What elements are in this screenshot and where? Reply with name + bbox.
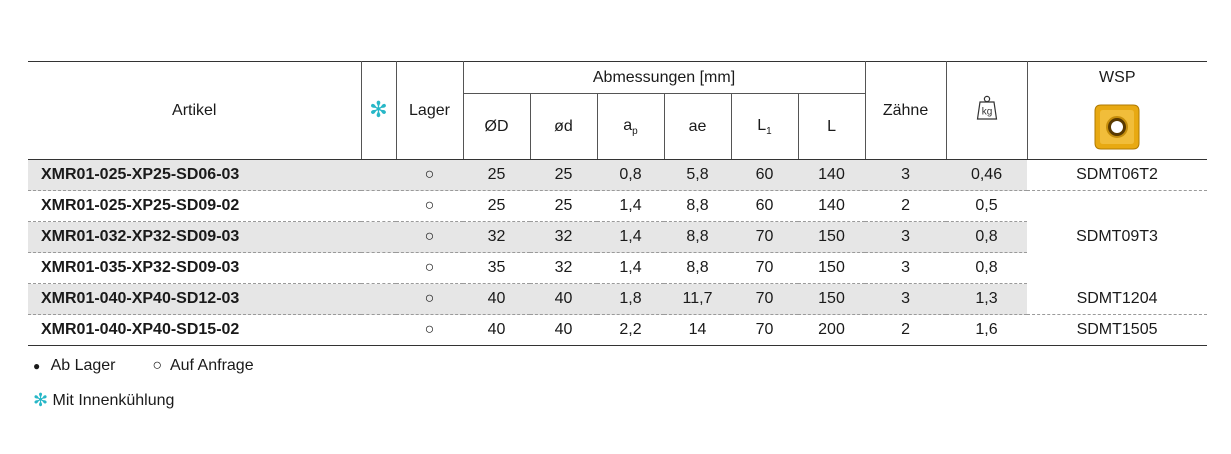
cell-ap: 2,2: [597, 315, 664, 346]
cell-D: 40: [463, 284, 530, 315]
cell-cooling: [361, 253, 396, 284]
cell-d: 25: [530, 160, 597, 191]
cell-l1: 70: [731, 315, 798, 346]
cell-D: 25: [463, 160, 530, 191]
legend-request-label: Auf Anfrage: [169, 357, 254, 374]
weight-icon: [976, 95, 998, 121]
cell-artikel: XMR01-025-XP25-SD06-03: [28, 160, 361, 191]
cell-D: 32: [463, 222, 530, 253]
cell-weight: 1,6: [946, 315, 1027, 346]
legend-availability: [33, 357, 254, 375]
cell-ae: 14: [664, 315, 731, 346]
cell-wsp: SDMT1204: [1027, 284, 1207, 315]
cell-artikel: XMR01-035-XP32-SD09-03: [28, 253, 361, 284]
cell-cooling: [361, 284, 396, 315]
header-zaehne: Zähne: [865, 62, 946, 160]
insert-icon: [1092, 102, 1142, 152]
cell-D: 35: [463, 253, 530, 284]
cell-lager: ○: [396, 191, 463, 222]
cell-ae: 8,8: [664, 253, 731, 284]
table-row: [28, 284, 1207, 315]
header-cooling: [361, 62, 396, 160]
cell-L: 140: [798, 191, 865, 222]
cell-zaehne: 3: [865, 253, 946, 284]
header-lager: Lager: [396, 62, 463, 160]
cell-L: 140: [798, 160, 865, 191]
filled-circle-icon: ●: [33, 359, 41, 373]
cell-l1: 60: [731, 160, 798, 191]
header-dim-ae: ae: [664, 94, 731, 160]
cell-artikel: XMR01-040-XP40-SD15-02: [28, 315, 361, 346]
header-dim-D: ØD: [463, 94, 530, 160]
cell-wsp: SDMT1505: [1027, 315, 1207, 346]
cell-cooling: [361, 191, 396, 222]
cell-weight: 0,8: [946, 253, 1027, 284]
cell-zaehne: 3: [865, 160, 946, 191]
header-weight: [946, 62, 1027, 160]
cell-artikel: XMR01-032-XP32-SD09-03: [28, 222, 361, 253]
empty-circle-icon: ○: [152, 357, 163, 374]
cell-weight: 0,5: [946, 191, 1027, 222]
cell-lager: ○: [396, 284, 463, 315]
cell-weight: 0,8: [946, 222, 1027, 253]
legend-cooling-label: Mit Innenkühlung: [52, 392, 175, 409]
cell-l1: 70: [731, 253, 798, 284]
cell-L: 200: [798, 315, 865, 346]
cell-l1: 70: [731, 222, 798, 253]
cell-D: 25: [463, 191, 530, 222]
header-artikel: Artikel: [28, 62, 361, 160]
weight-icon-label: kg: [981, 106, 992, 118]
cell-weight: 1,3: [946, 284, 1027, 315]
header-wsp: WSP: [1027, 62, 1207, 94]
cell-weight: 0,46: [946, 160, 1027, 191]
cell-ae: 8,8: [664, 222, 731, 253]
cell-l1: 60: [731, 191, 798, 222]
cell-cooling: [361, 222, 396, 253]
cell-cooling: [361, 160, 396, 191]
header-dim-d: ød: [530, 94, 597, 160]
cell-artikel: XMR01-040-XP40-SD12-03: [28, 284, 361, 315]
cell-ap: 1,4: [597, 222, 664, 253]
table-row: [28, 315, 1207, 346]
cell-d: 32: [530, 222, 597, 253]
cell-zaehne: 3: [865, 222, 946, 253]
table-row: [28, 191, 1207, 222]
cell-zaehne: 3: [865, 284, 946, 315]
header-dim-L: L: [798, 94, 865, 160]
cell-L: 150: [798, 284, 865, 315]
cell-ap: 1,8: [597, 284, 664, 315]
cell-artikel: XMR01-025-XP25-SD09-02: [28, 191, 361, 222]
cell-ae: 5,8: [664, 160, 731, 191]
cell-wsp: SDMT09T3: [1027, 191, 1207, 284]
cell-ae: 8,8: [664, 191, 731, 222]
cell-cooling: [361, 315, 396, 346]
cell-l1: 70: [731, 284, 798, 315]
snowflake-icon: ✻: [33, 390, 49, 410]
legend-stock-label: Ab Lager: [50, 357, 116, 374]
cell-L: 150: [798, 253, 865, 284]
cell-wsp: SDMT06T2: [1027, 160, 1207, 191]
snowflake-icon: ✻: [369, 97, 388, 122]
cell-zaehne: 2: [865, 315, 946, 346]
legend-cooling: [33, 391, 174, 410]
cell-lager: ○: [396, 315, 463, 346]
cell-L: 150: [798, 222, 865, 253]
cell-ap: 1,4: [597, 191, 664, 222]
product-table: [28, 61, 1207, 346]
cell-lager: ○: [396, 222, 463, 253]
cell-ap: 1,4: [597, 253, 664, 284]
cell-ae: 11,7: [664, 284, 731, 315]
cell-lager: ○: [396, 160, 463, 191]
header-dim-l1: $L_1$: [731, 94, 798, 160]
cell-d: 32: [530, 253, 597, 284]
table-row: [28, 160, 1207, 191]
cell-d: 40: [530, 315, 597, 346]
cell-zaehne: 2: [865, 191, 946, 222]
cell-D: 40: [463, 315, 530, 346]
header-wsp-image: [1027, 94, 1207, 160]
cell-lager: ○: [396, 253, 463, 284]
header-dim-ap: $a_p$: [597, 94, 664, 160]
header-abmessungen: Abmessungen [mm]: [463, 62, 865, 94]
cell-d: 25: [530, 191, 597, 222]
cell-d: 40: [530, 284, 597, 315]
cell-ap: 0,8: [597, 160, 664, 191]
